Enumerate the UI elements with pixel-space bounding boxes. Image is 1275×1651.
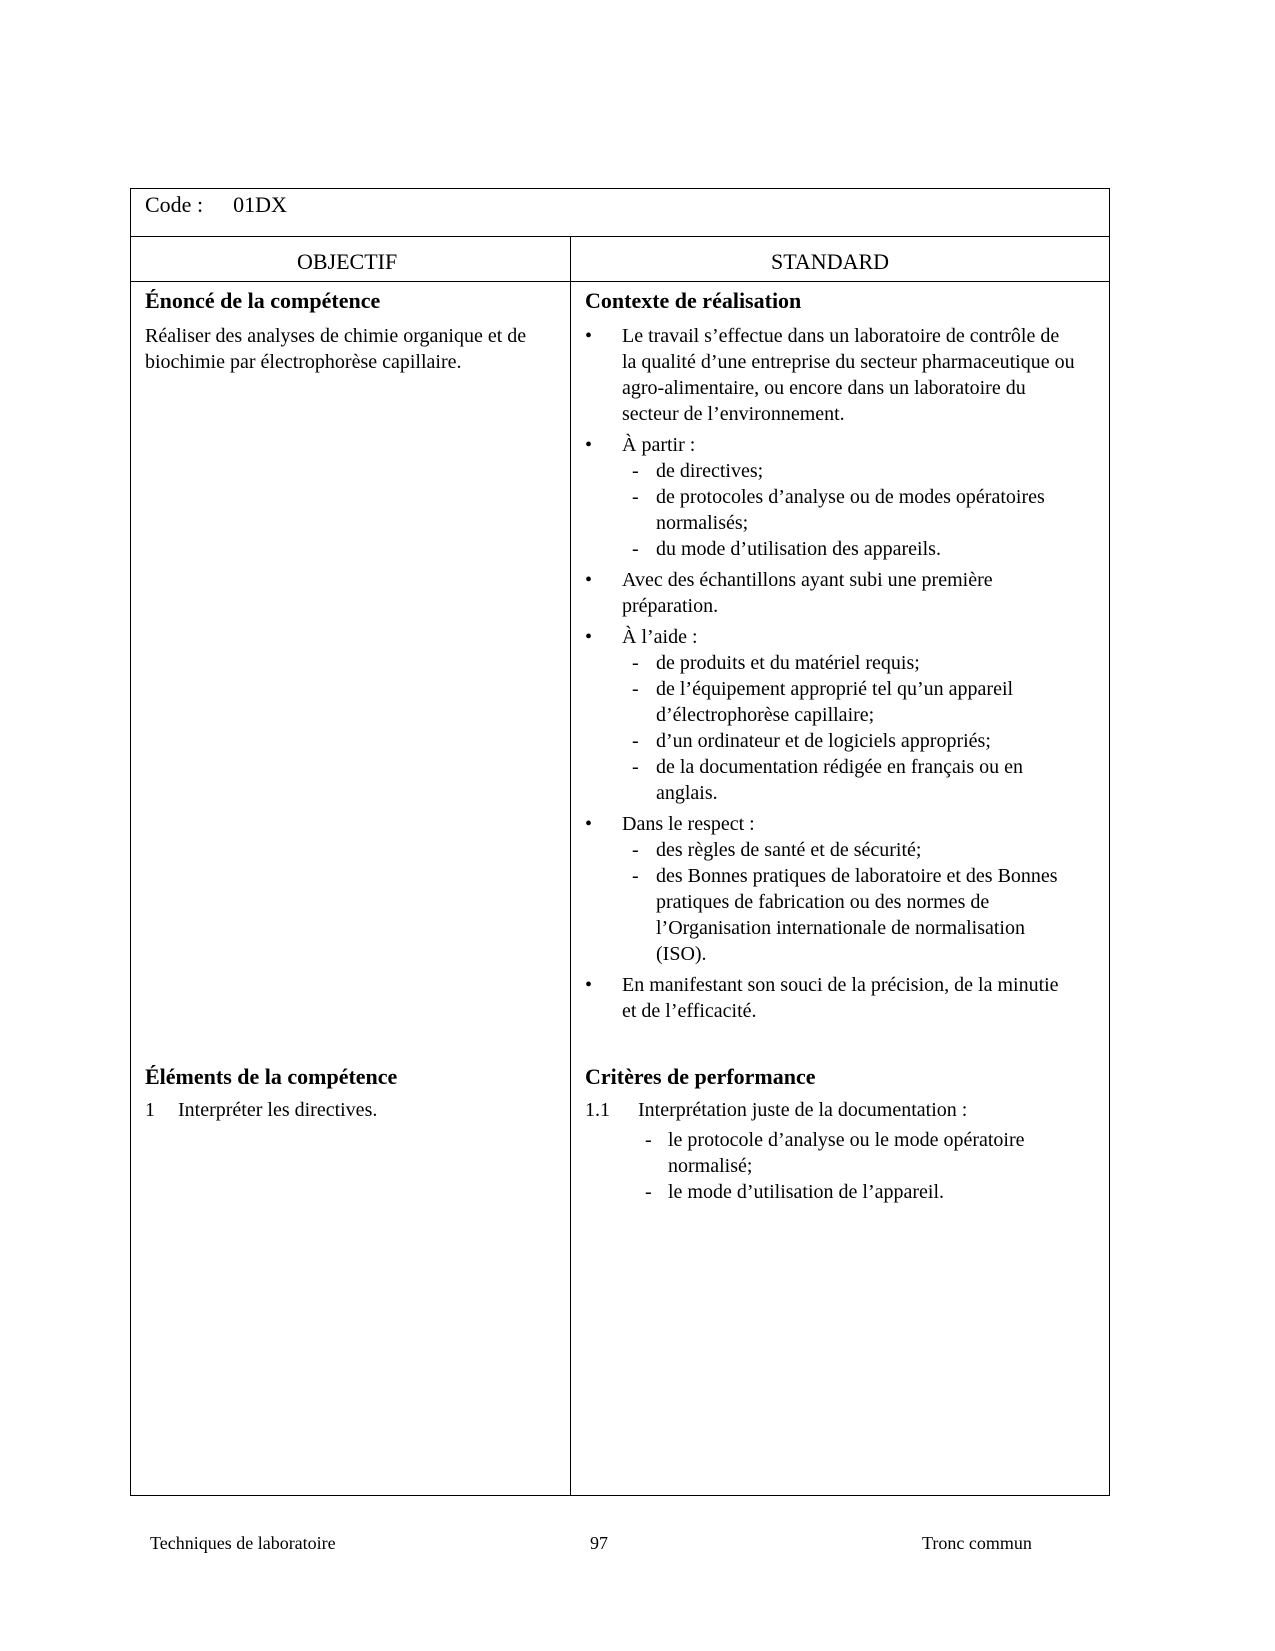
contexte-subitem: - d’un ordinateur et de logiciels appropriés;	[585, 728, 1075, 754]
contexte-subitem: - de produits et du matériel requis;	[585, 650, 1075, 676]
contexte-subitem: - de l’équipement approprié tel qu’un appareil d’électrophorèse capillaire;	[585, 676, 1075, 728]
element-number: 1	[145, 1099, 155, 1121]
critere-text: Interprétation juste de la documentation :	[638, 1099, 968, 1121]
contexte-sublist	[622, 650, 1075, 806]
critere-sublist	[585, 1127, 1075, 1205]
column-header-objectif: OBJECTIF	[297, 249, 398, 274]
element-item	[145, 1097, 560, 1123]
criteres-list	[585, 1097, 1075, 1205]
contexte-section	[585, 287, 1075, 1029]
contexte-subitem: - de la documentation rédigée en français ou en anglais.	[585, 754, 1075, 806]
contexte-item-text: À l’aide :	[622, 626, 698, 648]
code-label: Code :	[145, 192, 204, 217]
enonce-section	[145, 287, 560, 375]
footer-right: Tronc commun	[922, 1533, 1032, 1553]
criteres-title: Critères de performance	[585, 1064, 816, 1089]
footer-left: Techniques de laboratoire	[150, 1533, 336, 1553]
contexte-sublist	[622, 837, 1075, 967]
contexte-subitem: - de directives;	[585, 458, 1075, 484]
elements-title: Éléments de la compétence	[145, 1064, 398, 1089]
contexte-item	[585, 323, 1075, 427]
contexte-item	[585, 567, 1075, 619]
contexte-item	[585, 972, 1075, 1024]
critere-number: 1.1	[585, 1099, 610, 1121]
code-value: 01DX	[233, 192, 287, 217]
enonce-title: Énoncé de la compétence	[145, 288, 381, 313]
contexte-item-text: En manifestant son souci de la précision, de la minutie et de l’efficacité.	[622, 974, 1059, 1022]
contexte-item	[585, 624, 1075, 806]
contexte-subitem: - des règles de santé et de sécurité;	[585, 837, 1075, 863]
header-divider	[130, 236, 1110, 237]
contexte-list	[585, 323, 1075, 1024]
contexte-subitem: - du mode d’utilisation des appareils.	[585, 536, 1075, 562]
column-header-divider	[130, 281, 1110, 282]
contexte-item	[585, 811, 1075, 967]
contexte-subitem: - des Bonnes pratiques de laboratoire et des Bonnes pratiques de fabrication ou des normes de l’Organisation internationale de normalisation (ISO).	[585, 863, 1075, 967]
column-divider	[570, 237, 571, 1496]
contexte-sublist	[622, 458, 1075, 562]
critere-item	[585, 1097, 1075, 1123]
page-number: 97	[590, 1533, 608, 1553]
contexte-item-text: À partir :	[622, 434, 696, 456]
contexte-item-text: Le travail s’effectue dans un laboratoire de contrôle de la qualité d’une entreprise du secteur pharmaceutique ou agro-alimentaire, ou encore dans un laboratoire du secteur de l’environnement.	[622, 325, 1075, 425]
contexte-item-text: Avec des échantillons ayant subi une première préparation.	[622, 569, 993, 617]
elements-section	[145, 1063, 560, 1123]
critere-subitem: - le protocole d’analyse ou le mode opératoire normalisé;	[585, 1127, 1075, 1179]
contexte-title: Contexte de réalisation	[585, 288, 802, 313]
column-header-standard: STANDARD	[771, 249, 890, 274]
criteres-section	[585, 1063, 1075, 1205]
contexte-subitem: - de protocoles d’analyse ou de modes opératoires normalisés;	[585, 484, 1075, 536]
enonce-text: Réaliser des analyses de chimie organique et de biochimie par électrophorèse capillaire.	[145, 325, 527, 373]
critere-subitem: - le mode d’utilisation de l’appareil.	[585, 1179, 1075, 1205]
contexte-item-text: Dans le respect :	[622, 813, 755, 835]
elements-list	[145, 1097, 560, 1123]
contexte-item	[585, 432, 1075, 562]
element-text: Interpréter les directives.	[178, 1099, 378, 1121]
code-line	[145, 191, 287, 219]
